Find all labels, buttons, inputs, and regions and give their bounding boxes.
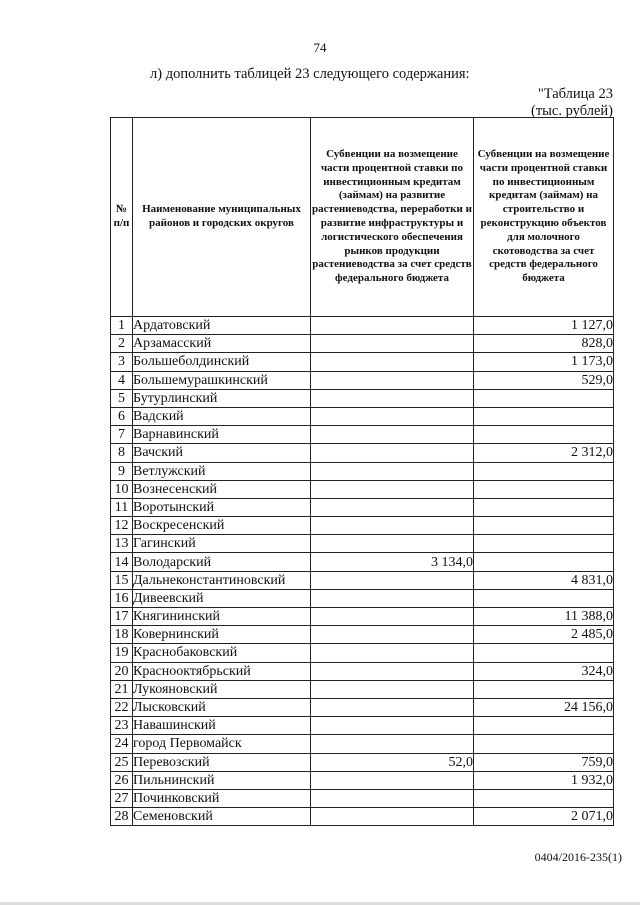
col1-value — [311, 571, 474, 589]
row-number: 7 — [111, 426, 133, 444]
row-number: 6 — [111, 407, 133, 425]
col2-value — [474, 426, 614, 444]
district-name: город Первомайск — [133, 735, 311, 753]
col1-value — [311, 444, 474, 462]
col1-value — [311, 808, 474, 826]
district-name: Вознесенский — [133, 480, 311, 498]
row-number: 2 — [111, 335, 133, 353]
table-row — [111, 753, 614, 771]
col1-value — [311, 698, 474, 716]
col2-value — [474, 407, 614, 425]
table-row — [111, 426, 614, 444]
table-units: (тыс. рублей) — [531, 103, 613, 119]
district-name: Вачский — [133, 444, 311, 462]
table-row — [111, 407, 614, 425]
table-header-row — [111, 118, 614, 317]
district-name: Большеболдинский — [133, 353, 311, 371]
district-name: Большемурашкинский — [133, 371, 311, 389]
col1-value — [311, 626, 474, 644]
table-row — [111, 571, 614, 589]
col1-value — [311, 735, 474, 753]
table-row — [111, 517, 614, 535]
header-num: № п/п — [111, 118, 133, 317]
row-number: 22 — [111, 698, 133, 716]
row-number: 12 — [111, 517, 133, 535]
col1-value — [311, 407, 474, 425]
col1-value — [311, 789, 474, 807]
table-row — [111, 589, 614, 607]
row-number: 14 — [111, 553, 133, 571]
district-name: Дивеевский — [133, 589, 311, 607]
intro-text: л) дополнить таблицей 23 следующего содержания: — [150, 66, 470, 82]
col1-value — [311, 589, 474, 607]
col1-value — [311, 717, 474, 735]
table-row — [111, 771, 614, 789]
col2-value: 759,0 — [474, 753, 614, 771]
table-row — [111, 498, 614, 516]
col2-value — [474, 389, 614, 407]
page-number: 74 — [313, 40, 327, 55]
col2-value — [474, 680, 614, 698]
row-number: 3 — [111, 353, 133, 371]
row-number: 13 — [111, 535, 133, 553]
col2-value: 2 485,0 — [474, 626, 614, 644]
table-row — [111, 789, 614, 807]
col2-value — [474, 480, 614, 498]
col1-value — [311, 498, 474, 516]
header-col1: Субвенции на возмещение части процентной ставки по инвестиционным кредитам (займам) на развитие растениеводства, переработки и развитие инфраструктуры и логистического обеспечения рынков продукции растениеводства за счет средств федерального бюджета — [311, 118, 474, 317]
district-name: Краснобаковский — [133, 644, 311, 662]
district-name: Ветлужский — [133, 462, 311, 480]
row-number: 19 — [111, 644, 133, 662]
col2-value — [474, 735, 614, 753]
row-number: 26 — [111, 771, 133, 789]
col1-value — [311, 662, 474, 680]
col1-value — [311, 480, 474, 498]
col2-value: 1 932,0 — [474, 771, 614, 789]
table-row — [111, 335, 614, 353]
district-name: Воскресенский — [133, 517, 311, 535]
col1-value — [311, 353, 474, 371]
row-number: 9 — [111, 462, 133, 480]
row-number: 11 — [111, 498, 133, 516]
table-row — [111, 535, 614, 553]
col1-value — [311, 680, 474, 698]
district-name: Бутурлинский — [133, 389, 311, 407]
table-row — [111, 317, 614, 335]
col2-value — [474, 644, 614, 662]
row-number: 24 — [111, 735, 133, 753]
col2-value: 1 173,0 — [474, 353, 614, 371]
row-number: 20 — [111, 662, 133, 680]
document-code: 0404/2016-235(1) — [534, 850, 622, 864]
header-col2: Субвенции на возмещение части процентной ставки по инвестиционным кредитам (займам) на строительство и реконструкцию объектов для молочного скотоводства за счет средств федерального бюджета — [474, 118, 614, 317]
col1-value — [311, 608, 474, 626]
district-name: Гагинский — [133, 535, 311, 553]
table-row — [111, 480, 614, 498]
col1-value — [311, 389, 474, 407]
header-name: Наименование муниципальных районов и городских округов — [133, 118, 311, 317]
col2-value — [474, 589, 614, 607]
col2-value — [474, 717, 614, 735]
row-number: 16 — [111, 589, 133, 607]
table-row — [111, 644, 614, 662]
district-name: Володарский — [133, 553, 311, 571]
col1-value — [311, 535, 474, 553]
table-row — [111, 735, 614, 753]
row-number: 15 — [111, 571, 133, 589]
table-row — [111, 608, 614, 626]
col1-value — [311, 335, 474, 353]
subsidy-table — [110, 117, 614, 826]
col2-value: 2 071,0 — [474, 808, 614, 826]
col2-value — [474, 517, 614, 535]
table-row — [111, 808, 614, 826]
district-name: Вадский — [133, 407, 311, 425]
col1-value — [311, 317, 474, 335]
row-number: 4 — [111, 371, 133, 389]
table-row — [111, 389, 614, 407]
table-row — [111, 371, 614, 389]
district-name: Ковернинский — [133, 626, 311, 644]
row-number: 21 — [111, 680, 133, 698]
row-number: 17 — [111, 608, 133, 626]
district-name: Варнавинский — [133, 426, 311, 444]
col2-value: 11 388,0 — [474, 608, 614, 626]
col2-value: 1 127,0 — [474, 317, 614, 335]
table-row — [111, 553, 614, 571]
col2-value: 24 156,0 — [474, 698, 614, 716]
table-row — [111, 462, 614, 480]
district-name: Пильнинский — [133, 771, 311, 789]
col1-value — [311, 771, 474, 789]
table-row — [111, 698, 614, 716]
col1-value — [311, 371, 474, 389]
district-name: Дальнеконстантиновский — [133, 571, 311, 589]
col2-value — [474, 462, 614, 480]
row-number: 8 — [111, 444, 133, 462]
col2-value — [474, 553, 614, 571]
col2-value: 324,0 — [474, 662, 614, 680]
district-name: Княгининский — [133, 608, 311, 626]
col2-value — [474, 535, 614, 553]
col2-value: 4 831,0 — [474, 571, 614, 589]
district-name: Навашинский — [133, 717, 311, 735]
col2-value: 828,0 — [474, 335, 614, 353]
col2-value — [474, 498, 614, 516]
col1-value — [311, 644, 474, 662]
table-caption: "Таблица 23 — [537, 86, 613, 102]
district-name: Починковский — [133, 789, 311, 807]
col2-value: 529,0 — [474, 371, 614, 389]
col1-value — [311, 517, 474, 535]
row-number: 18 — [111, 626, 133, 644]
col2-value — [474, 789, 614, 807]
row-number: 10 — [111, 480, 133, 498]
table-row — [111, 717, 614, 735]
district-name: Лукояновский — [133, 680, 311, 698]
col1-value — [311, 462, 474, 480]
table-row — [111, 680, 614, 698]
district-name: Арзамасский — [133, 335, 311, 353]
district-name: Краснооктябрьский — [133, 662, 311, 680]
district-name: Семеновский — [133, 808, 311, 826]
district-name: Перевозский — [133, 753, 311, 771]
table-row — [111, 662, 614, 680]
col1-value: 52,0 — [311, 753, 474, 771]
col1-value: 3 134,0 — [311, 553, 474, 571]
district-name: Ардатовский — [133, 317, 311, 335]
table-row — [111, 353, 614, 371]
district-name: Лысковский — [133, 698, 311, 716]
row-number: 25 — [111, 753, 133, 771]
row-number: 1 — [111, 317, 133, 335]
table-row — [111, 444, 614, 462]
row-number: 27 — [111, 789, 133, 807]
row-number: 5 — [111, 389, 133, 407]
district-name: Воротынский — [133, 498, 311, 516]
row-number: 23 — [111, 717, 133, 735]
col1-value — [311, 426, 474, 444]
table-row — [111, 626, 614, 644]
col2-value: 2 312,0 — [474, 444, 614, 462]
row-number: 28 — [111, 808, 133, 826]
